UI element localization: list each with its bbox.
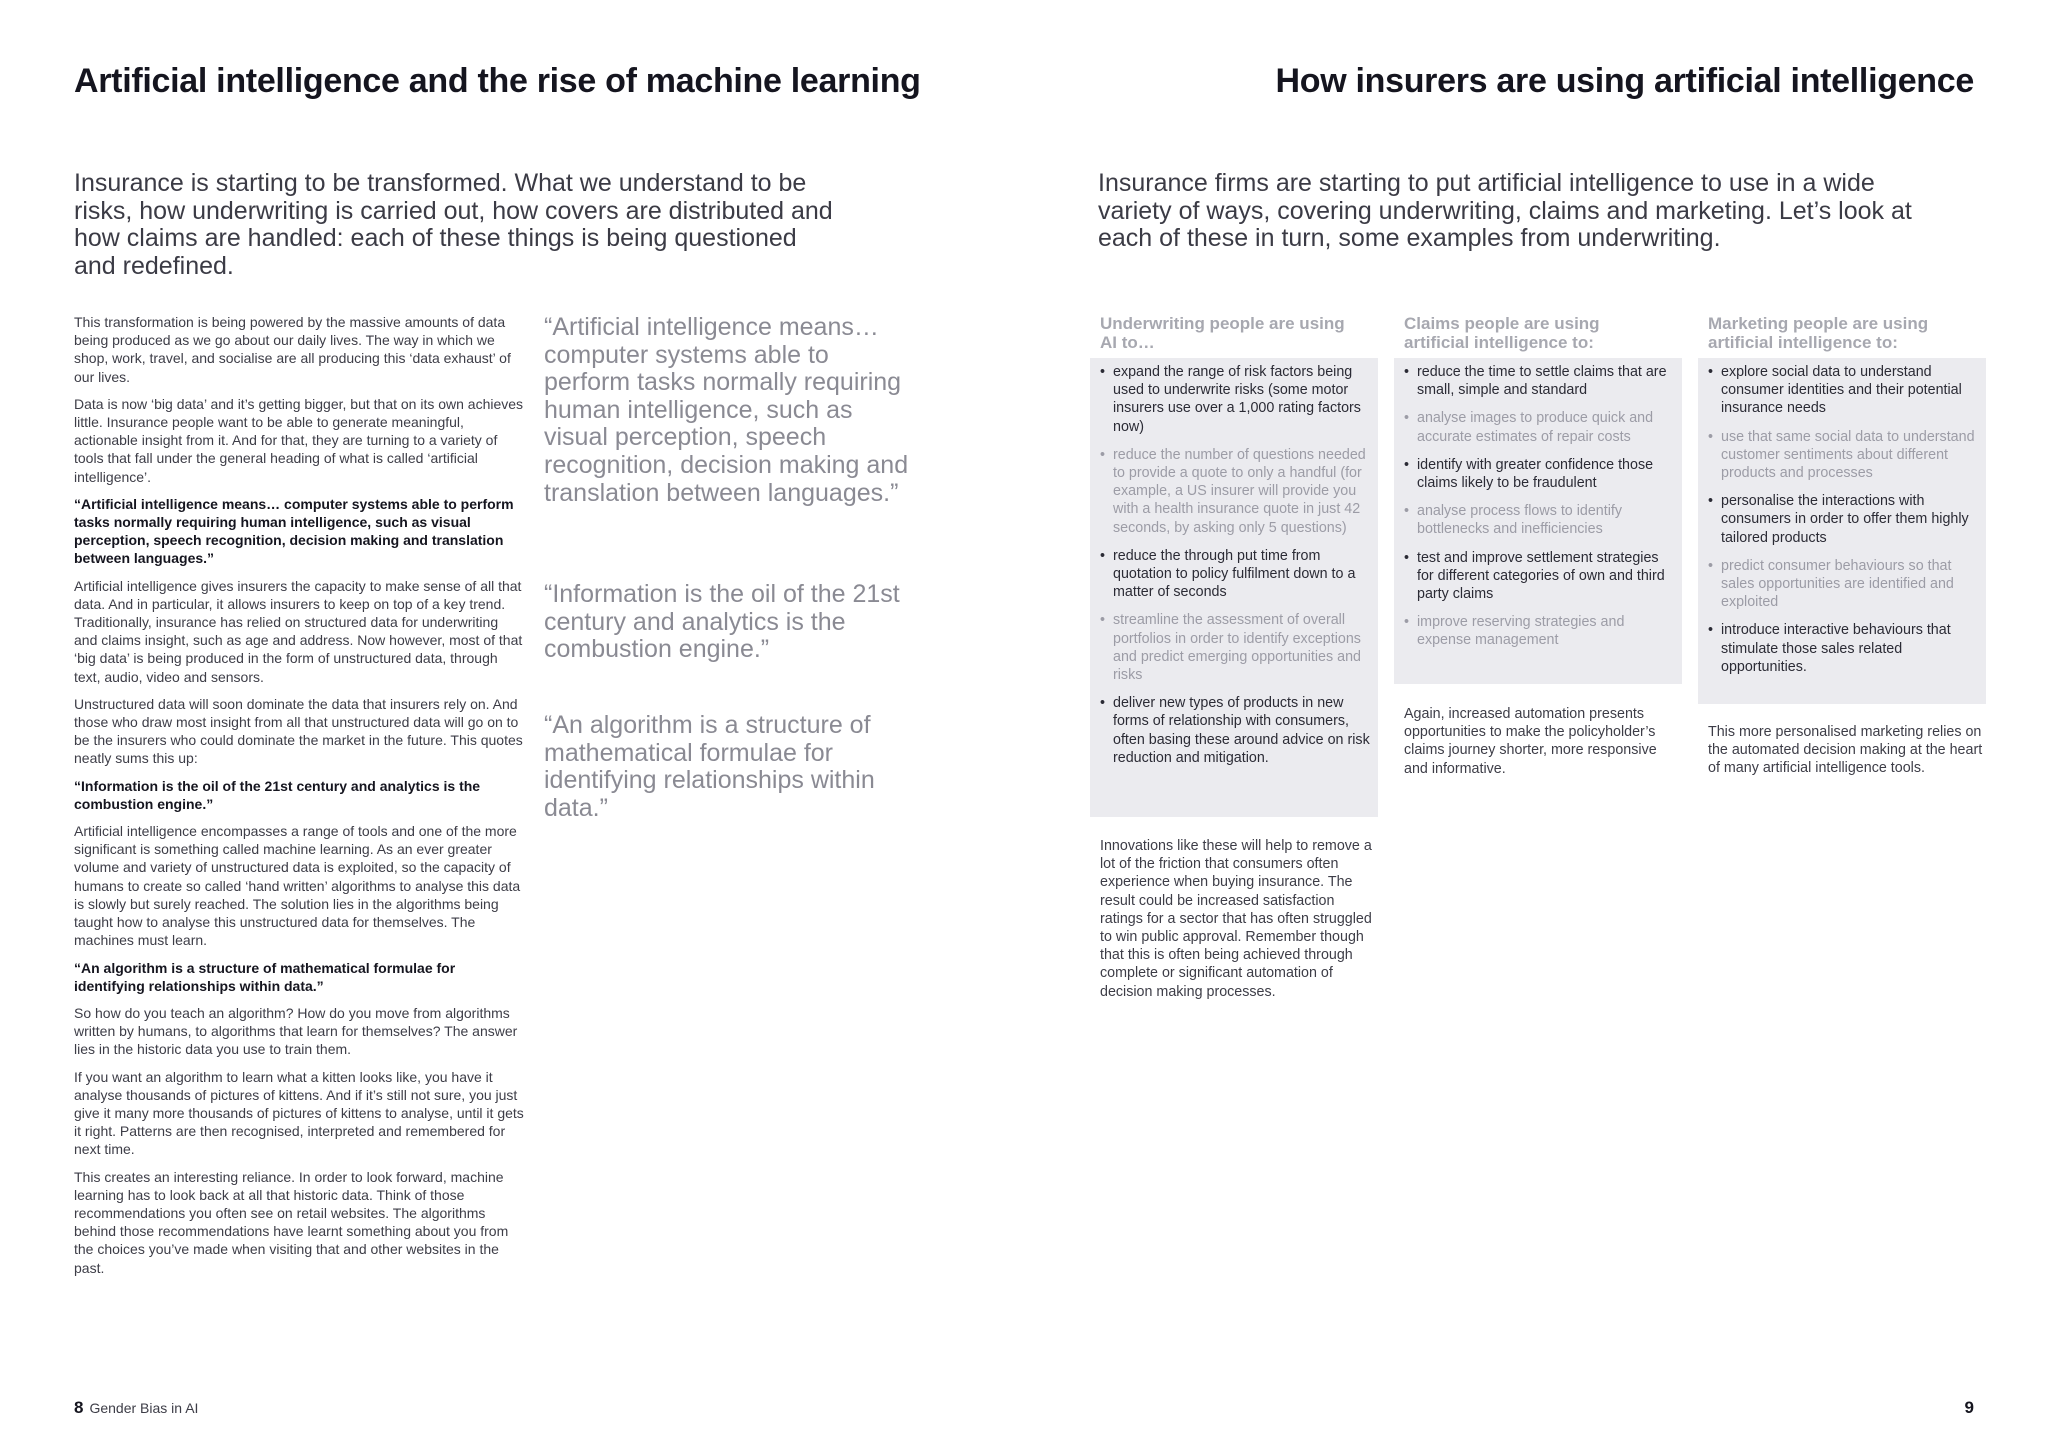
right-page (1024, 0, 2048, 1448)
page-number: 9 (1964, 1398, 1974, 1417)
body-paragraph: This transformation is being powered by the massive amounts of data being produced as we go about our daily lives. The way in which we shop, work, travel, and socialise are all producing this ‘data exhaust’ of our lives. (74, 314, 511, 385)
body-paragraph: Artificial intelligence gives insurers the capacity to make sense of all that data. And in particular, it allows insurers to keep on top of a key trend. Traditionally, insurance has relied on structured data for underwriting and claims insight, such as age and address. Now however, most of that ‘big data’ is being produced in the form of unstructured data, through text, audio, video and sensors. (74, 577, 523, 685)
list-item: • personalise the interactions with consumers in order to offer them highly tailored products (1706, 492, 1978, 547)
underwriting-summary: Innovations like these will help to remove a lot of the friction that consumers often experience when buying insurance. The result could be increased satisfaction ratings for a sector that has often struggled to win public approval. Remember though that this is often being achieved through complete or significant automation of decision making processes. (1100, 838, 1372, 1000)
list-item: • streamline the assessment of overall portfolios in order to identify exceptions and predict emerging opportunities and risks (1098, 611, 1370, 684)
claims-summary: Again, increased automation presents opportunities to make the policyholder’s claims journey shorter, more responsive and informative. (1404, 706, 1657, 777)
claims-list (1402, 363, 1674, 650)
publication-name: Gender Bias in AI (89, 1400, 199, 1416)
page-footer (1965, 1398, 1974, 1418)
body-paragraph: If you want an algorithm to learn what a kitten looks like, you have it analyse thousands of pictures of kittens. And if it’s still not sure, you just give it many more thousands of pictures of kittens to analyse, until it gets it right. Patterns are then recognised, interpreted and remembered for next time. (74, 1068, 524, 1158)
list-item: • improve reserving strategies and expense management (1402, 613, 1674, 649)
body-paragraph: So how do you teach an algorithm? How do you move from algorithms written by humans, to algorithms that learn for themselves? The answer lies in the historic data you use to train them. (74, 1004, 518, 1058)
pull-quote: “Artificial intelligence means… computer systems able to perform tasks normally requiring human intelligence, such as visual perception, speech recognition, decision making and translation between languages.” (544, 313, 909, 507)
body-quote: “An algorithm is a structure of mathematical formulae for identifying relationships within data.” (74, 959, 456, 994)
marketing-summary: This more personalised marketing relies on the automated decision making at the heart of many artificial intelligence tools. (1708, 724, 1983, 777)
left-page-intro: Insurance is starting to be transformed. What we understand to be risks, how underwriting is carried out, how covers are distributed and how claims are handled: each of these things is being questioned and redefined. (74, 169, 833, 280)
underwriting-list (1098, 363, 1370, 767)
left-page-title: Artificial intelligence and the rise of machine learning (74, 62, 921, 100)
list-item: • reduce the through put time from quotation to policy fulfilment down to a matter of seconds (1098, 547, 1370, 602)
list-item: • reduce the number of questions needed to provide a quote to only a handful (for example, a US insurer will provide you with a health insurance quote in just 42 seconds, by asking only 5 questions) (1098, 446, 1370, 537)
right-page-intro: Insurance firms are starting to put artificial intelligence to use in a wide variety of ways, covering underwriting, claims and marketing. Let’s look at each of these in turn, some examples from underwriting. (1098, 169, 1912, 252)
marketing-list (1706, 363, 1978, 676)
pull-quote: “Information is the oil of the 21st century and analytics is the combustion engine.” (544, 580, 900, 664)
list-item: • analyse images to produce quick and accurate estimates of repair costs (1402, 409, 1674, 445)
underwriting-box (1090, 358, 1378, 817)
page-number: 8 (74, 1398, 84, 1417)
body-quote: “Artificial intelligence means… computer systems able to perform tasks normally requiring human intelligence, such as visual perception, speech recognition, decision making and translation between languages.” (74, 495, 514, 567)
list-item: • use that same social data to understand customer sentiments about different products and processes (1706, 428, 1978, 483)
list-item: • predict consumer behaviours so that sales opportunities are identified and exploited (1706, 557, 1978, 612)
list-item: • deliver new types of products in new forms of relationship with consumers, often basing these around advice on risk reduction and mitigation. (1098, 694, 1370, 767)
body-paragraph: This creates an interesting reliance. In order to look forward, machine learning has to look back at all that historic data. Think of those recommendations you often see on retail websites. The algorithms behind those recommendations have learnt something about you from the choices you’ve made when visiting that and other websites in the past. (74, 1168, 509, 1276)
body-paragraph: Artificial intelligence encompasses a range of tools and one of the more significant is something called machine learning. As an ever greater volume and variety of unstructured data is exploited, so the capacity of humans to create so called ‘hand written’ algorithms to analyse this data is slowly but surely reached. The solution lies in the algorithms being taught how to analyse this unstructured data for themselves. The machines must learn. (74, 823, 521, 949)
list-item: • explore social data to understand consumer identities and their potential insurance needs (1706, 363, 1978, 418)
list-item: • identify with greater confidence those claims likely to be fraudulent (1402, 456, 1674, 492)
right-page-title: How insurers are using artificial intelligence (1275, 62, 1974, 100)
column-heading-underwriting: Underwriting people are using AI to… (1100, 314, 1345, 352)
body-quote: “Information is the oil of the 21st century and analytics is the combustion engine.” (74, 777, 481, 812)
marketing-box (1698, 358, 1986, 704)
list-item: • analyse process flows to identify bottlenecks and inefficiencies (1402, 502, 1674, 538)
list-item: • test and improve settlement strategies for different categories of own and third party claims (1402, 549, 1674, 604)
list-item: • expand the range of risk factors being used to underwrite risks (some motor insurers use over a 1,000 rating factors now) (1098, 363, 1370, 436)
column-heading-marketing: Marketing people are using artificial intelligence to: (1708, 314, 1929, 352)
column-heading-claims: Claims people are using artificial intelligence to: (1404, 314, 1600, 352)
claims-box (1394, 358, 1682, 684)
pull-quote: “An algorithm is a structure of mathematical formulae for identifying relationships within data.” (544, 711, 875, 822)
body-paragraph: Data is now ‘big data’ and it’s getting bigger, but that on its own achieves little. Insurance people want to be able to generate meaningful, actionable insight from it. And for that, they are turning to a variety of tools that fall under the general heading of what is called ‘artificial intelligence’. (74, 395, 524, 485)
body-paragraph: Unstructured data will soon dominate the data that insurers rely on. And those who draw most insight from all that unstructured data will go on to be the insurers who could dominate the market in the future. This quotes neatly sums this up: (74, 695, 523, 767)
page-footer (74, 1398, 198, 1418)
list-item: • reduce the time to settle claims that are small, simple and standard (1402, 363, 1674, 399)
body-column (74, 313, 524, 1286)
list-item: • introduce interactive behaviours that stimulate those sales related opportunities. (1706, 621, 1978, 676)
